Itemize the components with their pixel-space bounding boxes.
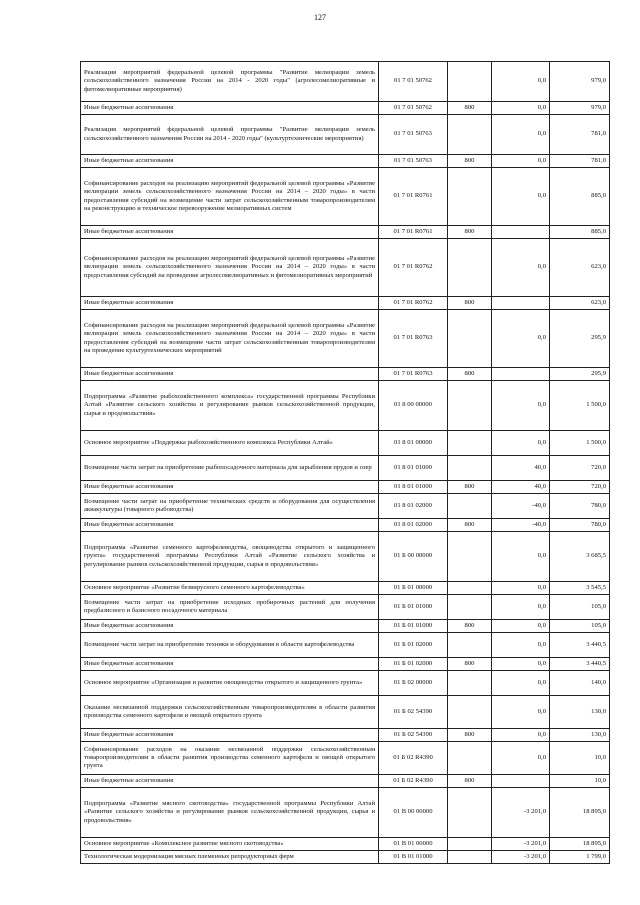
row-vr-cell — [448, 310, 492, 368]
row-amount-total-cell: 105,0 — [550, 620, 610, 633]
row-name-cell: Подпрограмма «Развитие рыбохозяйственного комплекса» государственной программы Республики Алтай «Развитие сельского хозяйства и регулирование рынков сельскохозяйственной продукции, сырья и продовольствия» — [81, 381, 379, 431]
table-row — [81, 297, 610, 310]
row-vr-cell — [448, 595, 492, 620]
row-amount-total-cell: 18 895,0 — [550, 838, 610, 851]
row-vr-cell: 800 — [448, 368, 492, 381]
row-amount-total-cell: 623,0 — [550, 297, 610, 310]
row-name-cell: Подпрограмма «Развитие мясного скотоводства» государственной программы Республики Алтай «Развитие сельского хозяйства и регулирование рынков сельскохозяйственной продукции, сырья и продовольствия» — [81, 788, 379, 838]
row-amount-change-cell: 0,0 — [492, 729, 550, 742]
budget-table-body — [81, 62, 610, 864]
row-name-cell: Иные бюджетные ассигнования — [81, 102, 379, 115]
row-name-cell: Реализация мероприятий федеральной целевой программы "Развитие мелиорации земель сельскохозяйственного назначения России на 2014 - 2020 годы" (агролесомелиоративные и фитомелиоративные мероприятия) — [81, 62, 379, 102]
table-row — [81, 582, 610, 595]
row-vr-cell: 800 — [448, 155, 492, 168]
row-name-cell: Софинансирование расходов на реализацию мероприятий федеральной целевой программы «Развитие мелиорации земель сельскохозяйственного назначения России на 2014 – 2020 годы» в части предоставления субсидий на проведение агролесомелиоративных и фитомелиоративных мероприятий — [81, 239, 379, 297]
row-vr-cell: 800 — [448, 226, 492, 239]
row-amount-total-cell: 720,0 — [550, 481, 610, 494]
row-vr-cell — [448, 671, 492, 696]
page-number: 127 — [314, 13, 326, 22]
row-amount-change-cell: -40,0 — [492, 519, 550, 532]
row-vr-cell — [448, 851, 492, 864]
row-code-cell: 01 8 01 01000 — [379, 481, 448, 494]
row-amount-total-cell: 295,9 — [550, 368, 610, 381]
row-code-cell: 01 Б 01 01000 — [379, 620, 448, 633]
row-amount-change-cell: 0,0 — [492, 168, 550, 226]
row-amount-total-cell: 979,0 — [550, 62, 610, 102]
row-amount-change-cell — [492, 226, 550, 239]
row-amount-change-cell: 40,0 — [492, 456, 550, 481]
row-code-cell: 01 8 01 02000 — [379, 519, 448, 532]
row-name-cell: Иные бюджетные ассигнования — [81, 620, 379, 633]
row-code-cell: 01 8 01 00000 — [379, 431, 448, 456]
row-amount-total-cell: 979,0 — [550, 102, 610, 115]
row-name-cell: Иные бюджетные ассигнования — [81, 658, 379, 671]
table-row — [81, 494, 610, 519]
row-name-cell: Софинансирование расходов на реализацию мероприятий федеральной целевой программы «Развитие мелиорации земель сельскохозяйственного назначения России на 2014 – 2020 годы» в части предоставления субсидий на возмещение части затрат сельскохозяйственным товаропроизводителям на проведение культуртехнических мероприятий — [81, 310, 379, 368]
table-row — [81, 431, 610, 456]
row-amount-total-cell: 885,0 — [550, 226, 610, 239]
row-code-cell: 01 7 01 50763 — [379, 115, 448, 155]
table-row — [81, 62, 610, 102]
row-vr-cell: 800 — [448, 481, 492, 494]
row-vr-cell: 800 — [448, 519, 492, 532]
row-name-cell: Основное мероприятие «Организация и развитие овощеводства открытого и защищенного грунта» — [81, 671, 379, 696]
table-row — [81, 742, 610, 775]
row-code-cell: 01 7 01 50762 — [379, 102, 448, 115]
row-amount-total-cell: 130,0 — [550, 696, 610, 729]
row-code-cell: 01 8 00 00000 — [379, 381, 448, 431]
row-amount-change-cell: 0,0 — [492, 431, 550, 456]
row-vr-cell: 800 — [448, 297, 492, 310]
table-row — [81, 532, 610, 582]
row-amount-total-cell: 1 500,0 — [550, 431, 610, 456]
row-amount-change-cell — [492, 368, 550, 381]
row-code-cell: 01 7 01 R0763 — [379, 310, 448, 368]
row-amount-change-cell: 0,0 — [492, 696, 550, 729]
row-amount-change-cell — [492, 775, 550, 788]
row-amount-change-cell: 0,0 — [492, 742, 550, 775]
row-name-cell: Иные бюджетные ассигнования — [81, 775, 379, 788]
row-amount-total-cell: 780,0 — [550, 494, 610, 519]
row-name-cell: Подпрограмма «Развитие семенного картофелеводства, овощеводства открытого и защищенного грунта» государственной программы Республики Алтай «Развитие сельского хозяйства и регулирование рынков сельскохозяйственной продукции, сырья и продовольствия» — [81, 532, 379, 582]
table-row — [81, 226, 610, 239]
row-amount-change-cell: 0,0 — [492, 658, 550, 671]
row-name-cell: Софинансирование расходов на оказание несвязанной поддержки сельскохозяйственным товаропроизводителям в области развития производства семенного картофеля и овощей открытого грунта — [81, 742, 379, 775]
row-code-cell: 01 Б 02 R4390 — [379, 742, 448, 775]
row-code-cell: 01 Б 02 00000 — [379, 671, 448, 696]
row-amount-total-cell: 3 545,5 — [550, 582, 610, 595]
row-name-cell: Иные бюджетные ассигнования — [81, 155, 379, 168]
table-row — [81, 239, 610, 297]
row-vr-cell — [448, 532, 492, 582]
row-code-cell: 01 В 01 01000 — [379, 851, 448, 864]
row-code-cell: 01 Б 01 00000 — [379, 582, 448, 595]
row-name-cell: Технологическая модернизация мясных племенных репродукторных ферм — [81, 851, 379, 864]
row-amount-change-cell: -40,0 — [492, 494, 550, 519]
row-name-cell: Возмещение части затрат на приобретение исходных пробирочных растений для получения предбазисного и базисного посадочного материала — [81, 595, 379, 620]
table-row — [81, 838, 610, 851]
row-code-cell: 01 Б 02 R4390 — [379, 775, 448, 788]
row-code-cell: 01 Б 01 02000 — [379, 658, 448, 671]
row-amount-total-cell: 10,0 — [550, 775, 610, 788]
row-vr-cell — [448, 788, 492, 838]
row-code-cell: 01 7 01 R0761 — [379, 226, 448, 239]
row-amount-change-cell: -3 201,0 — [492, 851, 550, 864]
row-code-cell: 01 7 01 R0762 — [379, 239, 448, 297]
row-name-cell: Иные бюджетные ассигнования — [81, 297, 379, 310]
row-vr-cell — [448, 633, 492, 658]
row-vr-cell — [448, 696, 492, 729]
row-vr-cell — [448, 239, 492, 297]
row-code-cell: 01 7 01 R0761 — [379, 168, 448, 226]
table-row — [81, 729, 610, 742]
row-amount-change-cell — [492, 297, 550, 310]
row-amount-total-cell: 885,0 — [550, 168, 610, 226]
row-amount-total-cell: 623,0 — [550, 239, 610, 297]
row-name-cell: Иные бюджетные ассигнования — [81, 481, 379, 494]
table-row — [81, 168, 610, 226]
row-name-cell: Иные бюджетные ассигнования — [81, 226, 379, 239]
row-code-cell: 01 7 01 50762 — [379, 62, 448, 102]
table-row — [81, 696, 610, 729]
table-row — [81, 481, 610, 494]
row-name-cell: Основное мероприятие «Комплексное развитие мясного скотоводства» — [81, 838, 379, 851]
table-row — [81, 381, 610, 431]
row-vr-cell — [448, 456, 492, 481]
row-amount-total-cell: 781,0 — [550, 115, 610, 155]
row-vr-cell — [448, 168, 492, 226]
row-amount-total-cell: 1 799,0 — [550, 851, 610, 864]
row-vr-cell — [448, 431, 492, 456]
row-amount-total-cell: 10,0 — [550, 742, 610, 775]
row-name-cell: Основное мероприятие «Развитие безвирусного семенного картофелеводства» — [81, 582, 379, 595]
table-row — [81, 456, 610, 481]
row-amount-total-cell: 3 440,5 — [550, 633, 610, 658]
row-amount-change-cell: 0,0 — [492, 310, 550, 368]
row-name-cell: Основное мероприятие «Поддержка рыбохозяйственного комплекса Республики Алтай» — [81, 431, 379, 456]
row-vr-cell: 800 — [448, 620, 492, 633]
row-amount-change-cell: 0,0 — [492, 633, 550, 658]
table-row — [81, 102, 610, 115]
row-code-cell: 01 7 01 R0763 — [379, 368, 448, 381]
row-code-cell: 01 7 01 R0762 — [379, 297, 448, 310]
table-row — [81, 595, 610, 620]
row-name-cell: Возмещение части затрат на приобретение технических средств и оборудования для осуществления аквакультуры (товарного рыбоводства) — [81, 494, 379, 519]
row-code-cell: 01 В 00 00000 — [379, 788, 448, 838]
table-row — [81, 671, 610, 696]
table-row — [81, 788, 610, 838]
row-vr-cell — [448, 115, 492, 155]
row-name-cell: Иные бюджетные ассигнования — [81, 519, 379, 532]
row-amount-total-cell: 3 685,5 — [550, 532, 610, 582]
row-code-cell: 01 8 01 02000 — [379, 494, 448, 519]
row-amount-total-cell: 140,0 — [550, 671, 610, 696]
row-amount-total-cell: 781,0 — [550, 155, 610, 168]
row-amount-change-cell: 0,0 — [492, 239, 550, 297]
row-vr-cell: 800 — [448, 102, 492, 115]
row-amount-total-cell: 3 440,5 — [550, 658, 610, 671]
table-row — [81, 310, 610, 368]
row-amount-total-cell: 130,0 — [550, 729, 610, 742]
row-code-cell: 01 Б 01 02000 — [379, 633, 448, 658]
row-name-cell: Иные бюджетные ассигнования — [81, 368, 379, 381]
row-vr-cell — [448, 381, 492, 431]
table-row — [81, 368, 610, 381]
table-row — [81, 155, 610, 168]
row-amount-change-cell: 0,0 — [492, 582, 550, 595]
row-amount-change-cell: 0,0 — [492, 595, 550, 620]
row-vr-cell — [448, 62, 492, 102]
row-vr-cell — [448, 582, 492, 595]
row-amount-change-cell: -3 201,0 — [492, 788, 550, 838]
row-amount-change-cell: 0,0 — [492, 620, 550, 633]
row-amount-total-cell: 780,0 — [550, 519, 610, 532]
row-code-cell: 01 Б 02 54390 — [379, 696, 448, 729]
table-row — [81, 658, 610, 671]
row-amount-total-cell: 720,0 — [550, 456, 610, 481]
row-vr-cell — [448, 494, 492, 519]
row-amount-change-cell: 0,0 — [492, 102, 550, 115]
row-name-cell: Возмещение части затрат на приобретение рыбопосадочного материала для зарыбления прудов и озер — [81, 456, 379, 481]
table-row — [81, 851, 610, 864]
row-name-cell: Иные бюджетные ассигнования — [81, 729, 379, 742]
row-vr-cell: 800 — [448, 729, 492, 742]
row-vr-cell — [448, 742, 492, 775]
row-code-cell: 01 8 01 01000 — [379, 456, 448, 481]
row-name-cell: Возмещение части затрат на приобретение техники и оборудования в области картофелеводства — [81, 633, 379, 658]
row-amount-change-cell: 0,0 — [492, 381, 550, 431]
row-amount-total-cell: 295,9 — [550, 310, 610, 368]
row-vr-cell: 800 — [448, 658, 492, 671]
table-row — [81, 775, 610, 788]
row-code-cell: 01 Б 00 00000 — [379, 532, 448, 582]
row-amount-total-cell: 105,0 — [550, 595, 610, 620]
row-amount-total-cell: 18 895,0 — [550, 788, 610, 838]
budget-table — [80, 61, 610, 864]
row-amount-change-cell: 0,0 — [492, 671, 550, 696]
row-name-cell: Оказание несвязанной поддержки сельскохозяйственным товаропроизводителям в области развития производства семенного картофеля и овощей открытого грунта — [81, 696, 379, 729]
row-amount-change-cell: 0,0 — [492, 115, 550, 155]
row-amount-change-cell: 0,0 — [492, 62, 550, 102]
row-vr-cell — [448, 838, 492, 851]
table-row — [81, 620, 610, 633]
table-row — [81, 115, 610, 155]
table-row — [81, 633, 610, 658]
row-amount-change-cell: 40,0 — [492, 481, 550, 494]
row-code-cell: 01 Б 01 01000 — [379, 595, 448, 620]
row-code-cell: 01 7 01 50763 — [379, 155, 448, 168]
row-amount-change-cell: -3 201,0 — [492, 838, 550, 851]
table-row — [81, 519, 610, 532]
row-code-cell: 01 В 01 00000 — [379, 838, 448, 851]
row-vr-cell: 800 — [448, 775, 492, 788]
row-amount-total-cell: 1 500,0 — [550, 381, 610, 431]
row-amount-change-cell: 0,0 — [492, 155, 550, 168]
row-name-cell: Софинансирование расходов на реализацию мероприятий федеральной целевой программы «Развитие мелиорации земель сельскохозяйственного назначения России на 2014 – 2020 годы» в части предоставления субсидий на возмещение части затрат сельскохозяйственным товаропроизводителям на реконструкцию и техническое перевооружение мелиоративных систем — [81, 168, 379, 226]
row-code-cell: 01 Б 02 54390 — [379, 729, 448, 742]
row-amount-change-cell: 0,0 — [492, 532, 550, 582]
row-name-cell: Реализация мероприятий федеральной целевой программы "Развитие мелиорации земель сельскохозяйственного назначения России на 2014 - 2020 годы" (культуртехнические мероприятия) — [81, 115, 379, 155]
